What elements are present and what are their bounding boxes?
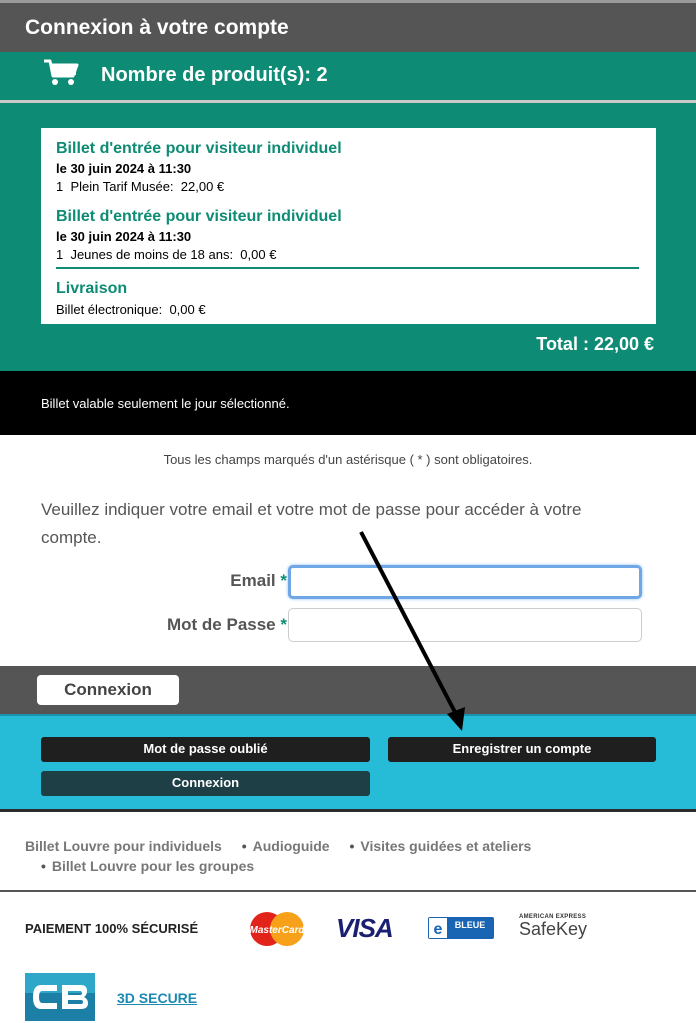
actions-panel xyxy=(0,714,696,810)
login-instructions: Veuillez indiquer votre email et votre mot de passe pour accéder à votre compte. xyxy=(41,500,582,547)
mastercard-text: MasterCard xyxy=(249,925,305,936)
cart-summary-bar xyxy=(0,52,696,100)
validity-notice-bar xyxy=(0,371,696,435)
password-label-text: Mot de Passe xyxy=(166,615,276,634)
divider xyxy=(0,809,696,812)
password-input[interactable] xyxy=(288,608,642,642)
delivery-line: Billet électronique: 0,00 € xyxy=(56,302,206,317)
shopping-cart-icon xyxy=(43,58,79,86)
cart-item-title: Billet d'entrée pour visiteur individuel xyxy=(56,140,342,157)
cart-items-box xyxy=(41,128,656,324)
bullet: • xyxy=(349,838,355,854)
cb-logo xyxy=(25,973,95,1021)
footer-link[interactable]: Billet Louvre pour individuels xyxy=(25,838,222,854)
page-header xyxy=(0,0,696,52)
required-star: * xyxy=(280,571,287,590)
bullet: • xyxy=(241,838,247,854)
visa-logo: VISA xyxy=(336,913,393,943)
validity-notice: Billet valable seulement le jour sélectionné. xyxy=(41,396,290,411)
footer-link[interactable]: Billet Louvre pour les groupes xyxy=(51,858,255,874)
required-star: * xyxy=(280,615,287,634)
login-tab-bar xyxy=(0,666,696,714)
password-label xyxy=(167,615,287,635)
safekey-logo xyxy=(519,914,591,942)
footer-link[interactable]: Visites guidées et ateliers xyxy=(360,838,532,854)
divider xyxy=(0,890,696,892)
product-count: Nombre de produit(s): 2 xyxy=(101,64,328,86)
cb-bleue-logo xyxy=(428,915,494,941)
cb-bleue-text: BLEUE xyxy=(454,920,486,930)
order-total: Total : 22,00 € xyxy=(536,334,654,354)
required-fields-note: Tous les champs marqués d'un astérisque ( * ) sont obligatoires. xyxy=(163,452,533,467)
cart-item-line: 1 Plein Tarif Musée: 22,00 € xyxy=(56,179,225,194)
page-title: Connexion à votre compte xyxy=(25,16,289,39)
footer-links xyxy=(25,836,665,876)
login-button[interactable]: Connexion xyxy=(41,771,370,796)
email-label xyxy=(230,571,287,591)
cart-item-date: le 30 juin 2024 à 11:30 xyxy=(56,161,192,176)
cart-panel xyxy=(0,103,696,371)
bullet: • xyxy=(41,858,46,874)
register-button[interactable]: Enregistrer un compte xyxy=(388,737,656,762)
email-label-text: Email xyxy=(230,571,276,590)
safekey-text: SafeKey xyxy=(519,919,588,939)
cb-bleue-letter: e xyxy=(433,921,443,938)
cart-item-line: 1 Jeunes de moins de 18 ans: 0,00 € xyxy=(56,247,277,262)
email-input[interactable] xyxy=(288,565,642,599)
delivery-title: Livraison xyxy=(56,280,128,297)
3d-secure-link[interactable]: 3D SECURE xyxy=(117,990,198,1006)
cart-item-title: Billet d'entrée pour visiteur individuel xyxy=(56,208,342,225)
cart-item-date: le 30 juin 2024 à 11:30 xyxy=(56,229,192,244)
safekey-brand: AMERICAN EXPRESS xyxy=(519,914,587,920)
footer-link[interactable]: Audioguide xyxy=(252,838,330,854)
mastercard-logo xyxy=(246,911,308,947)
secure-payment-label: PAIEMENT 100% SÉCURISÉ xyxy=(25,921,199,936)
divider xyxy=(56,267,639,269)
tab-connexion[interactable]: Connexion xyxy=(37,675,179,705)
forgot-password-button[interactable]: Mot de passe oublié xyxy=(41,737,370,762)
